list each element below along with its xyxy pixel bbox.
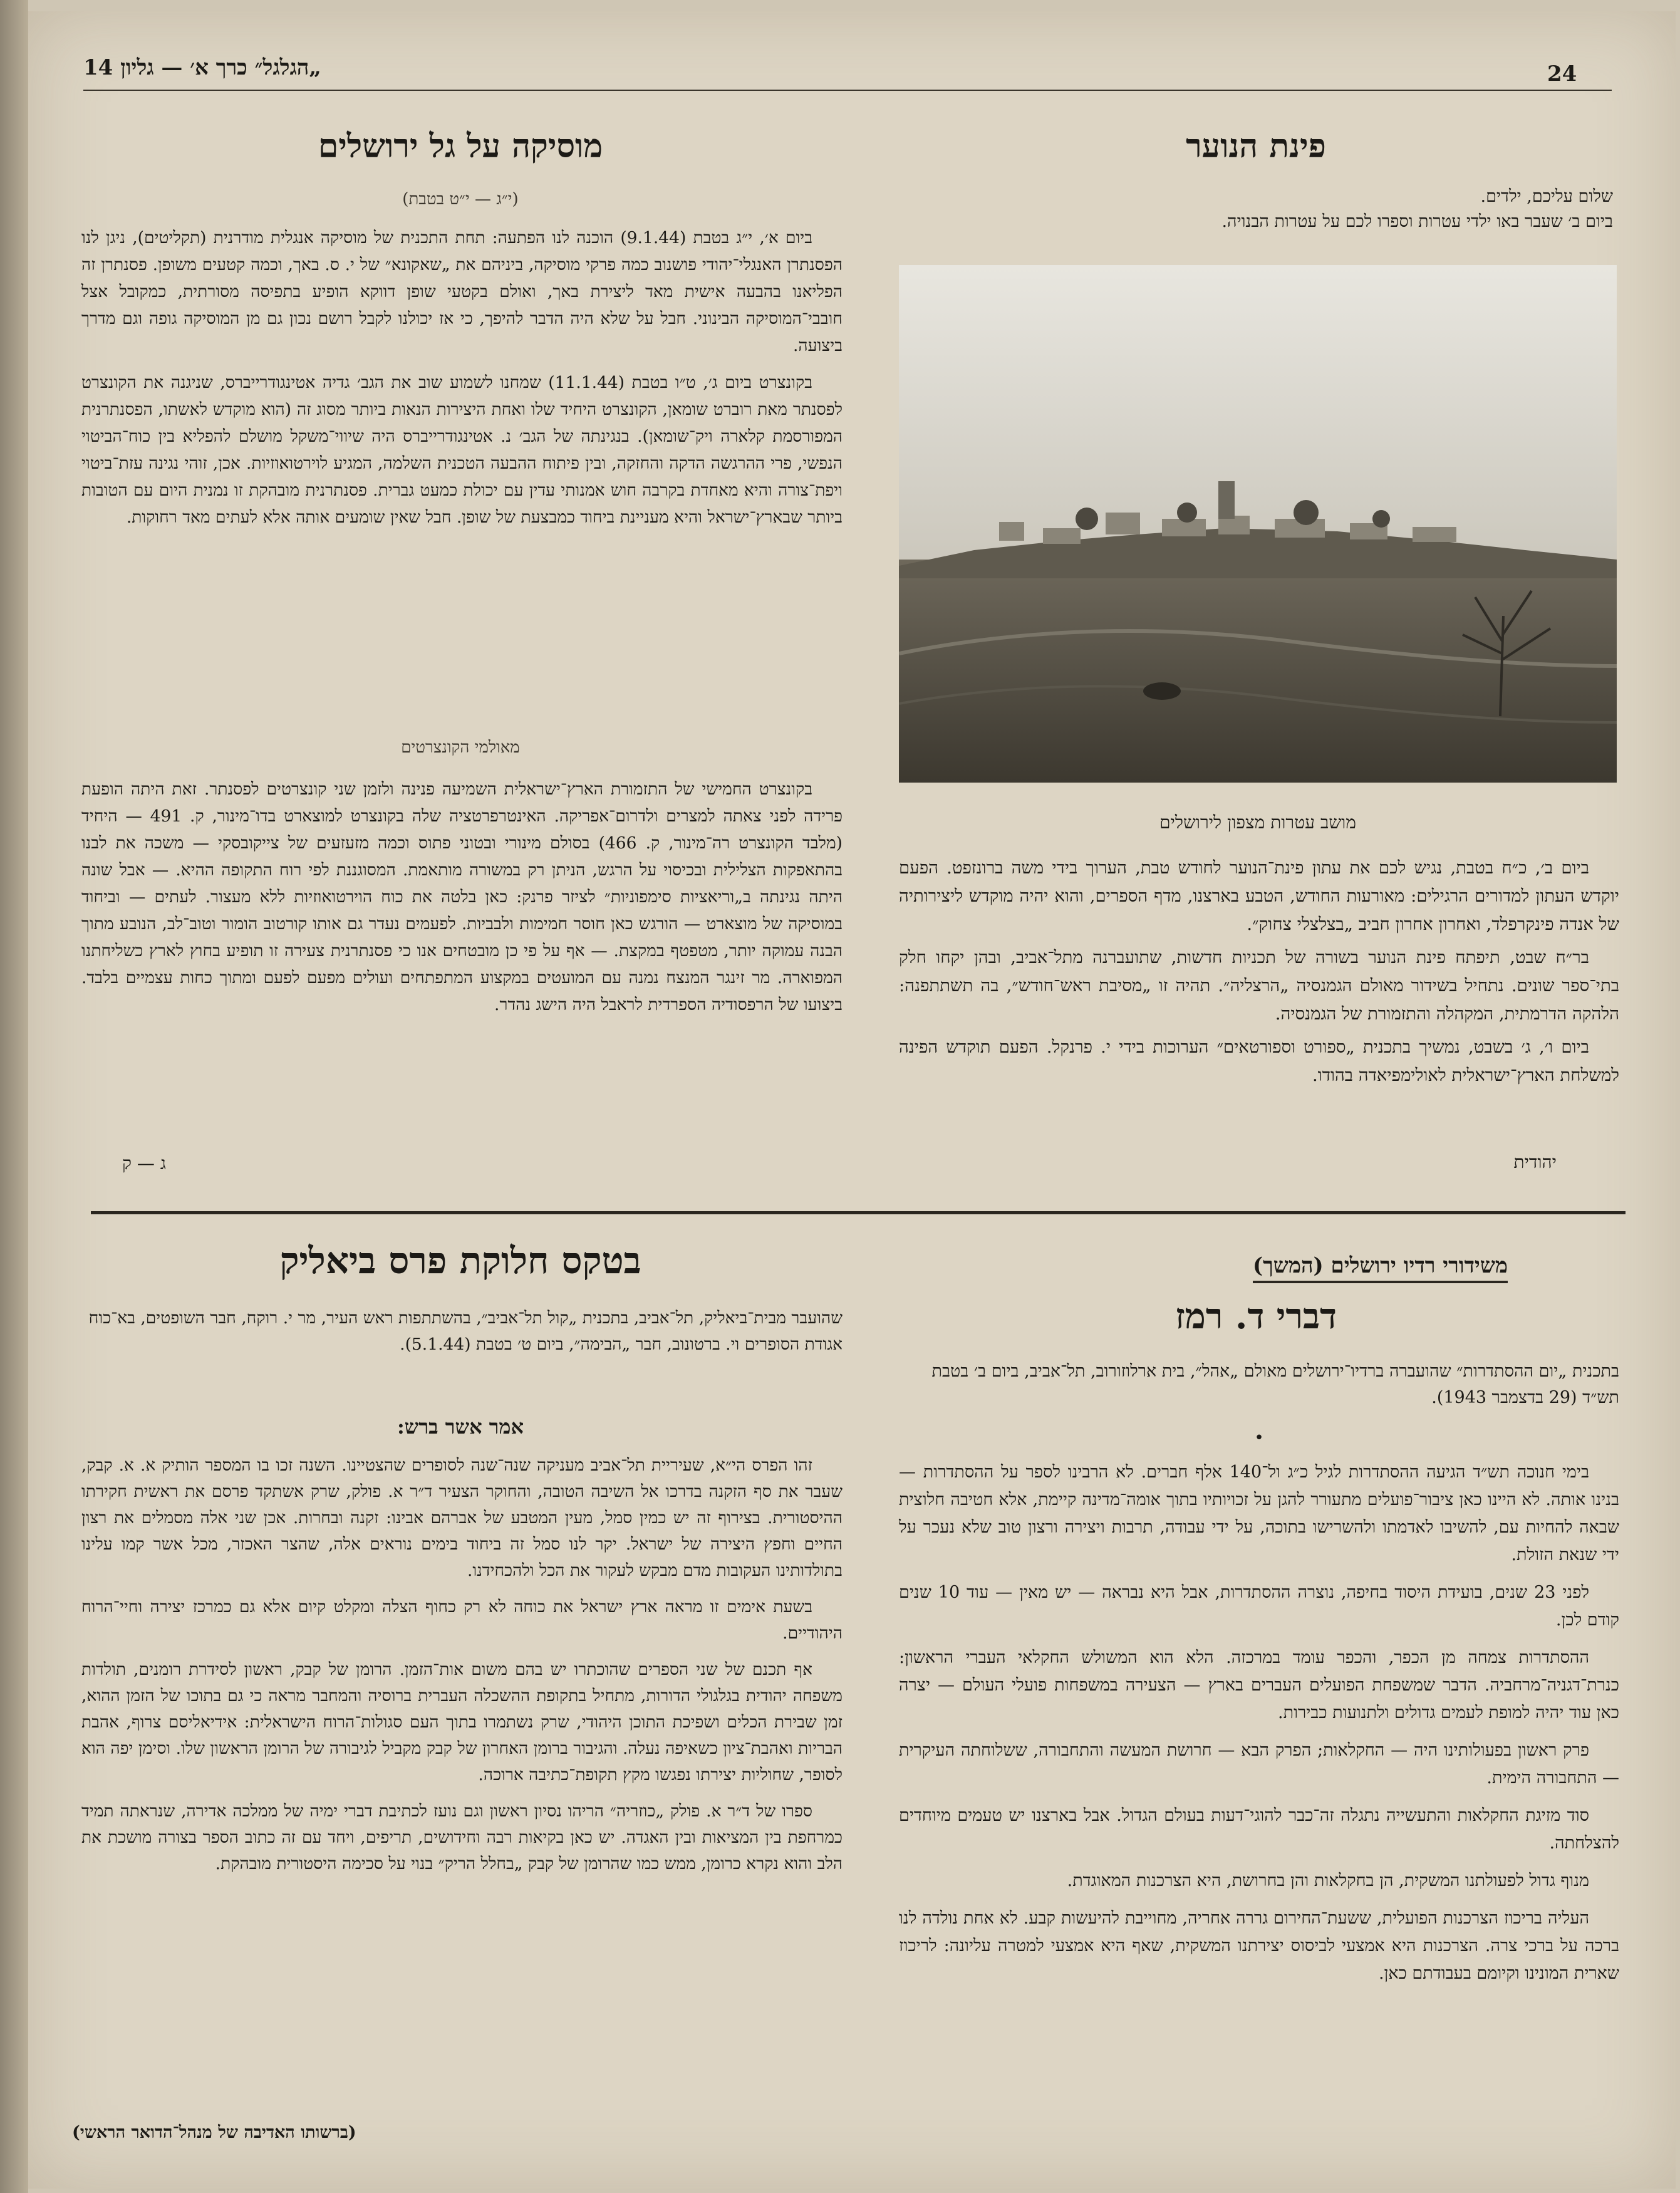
bialik-body — [81, 1452, 843, 1887]
concert-body — [81, 776, 843, 1028]
ramaz-paragraph: בימי חנוכה תש״ד הגיעה ההסתדרות לגיל כ״ג ול־140 אלף חברים. לא הרבינו לספר על ההסתדרות — בנינו אותה. לא היינו כאן ציבור־פועלים מתעורר להגן על זכויותיו בתוך אומה־מדינה קיימת, אלא חטיבה חלוצית שבאה להחיות עם, להשיבו לאדמתו ולהשרישו בתוכה, על ידי עבודה, תרבות ויצירה ורצון טוב שלא נעכר על ידי שנאת הזולת. — [899, 1462, 1619, 1565]
bialik-paragraph: אף תכנם של שני הספרים שהוכתרו יש בהם משום אות־הזמן. הרומן של קבק, ראשון לסידרת רומנים, תולדות משפחה יהודית בגלגולי הדורות, מתחיל בתקופת ההשכלה העברית ברוסיה והמחבר מראה כי גם בתוכו של הזמן ההוא, זמן שבירת הכלים ושפיכת התוכן היהודי, שרק נשתמרו בתוך העם סגולות־הרוח הישראלית: אידיאליסם צרוף, אהבת הבריות ואהבת־ציון כשאיפה נעלה. והגיבור ברומן האחרון של קבק מקביל לגיבורה של הרומן הראשון שלו. וסימן יפה הוא לסופר, שחוליות יצירתו נפגשו מקץ תקופת־כתיבה ארוכה. — [81, 1660, 843, 1784]
music-body — [81, 224, 843, 541]
music-paragraph: בקונצרט ביום ג׳, ט״ו בטבת (11.1.44) שמחנו לשמוע שוב את הגב׳ גדיה אטינגודרייברס, שניגנה את הקונצרט לפסנתר מאת רוברט שומאן, הקונצרט היחיד שלו ואחת היצירות הנאות ביותר מסוג זה (הוא מוקדש לאשתו, הפסנתרנית המפורסמת קלארה ויק־שומאן). בנגינתה של הגב׳ נ. אטינגודרייברס היה שיווי־משקל מושלם להפליא בין כוח־הביטוי הנפשי, פרי ההרגשה הדקה והחזקה, ובין פיתוח ההבעה הטכנית השלמה, המגיע לוירטואוזיות. אכן, זוהי נגינה עזת־ביטוי ויפת־צורה והיא מאחדת בקרבה חוש אמנותי עדין עם יכולת כמעט גברית. פסנתרנית מובהקת זו נמנית היום עם הטובות ביותר שבארץ־ישראל והיא מעניינת ביחוד כמבצעת של שופן. חבל שאין שומעים אותה אלא לעתים מאד רחוקות. — [81, 373, 843, 527]
youth-corner-signature: יהודית — [1513, 1152, 1557, 1172]
section-divider — [91, 1211, 1626, 1214]
ramaz-title: דברי ד. רמז — [1175, 1296, 1337, 1337]
youth-corner-greeting: שלום עליכם, ילדים. — [1480, 187, 1613, 206]
ramaz-separator: • — [1254, 1429, 1264, 1447]
header-rule — [83, 90, 1612, 91]
ramaz-paragraph: פרק ראשון בפעולותינו היה — החקלאות; הפרק הבא — חרושת המעשה והתחבורה, ששלוחתה העיקרית — התחבורה הימית. — [899, 1741, 1619, 1788]
ramaz-paragraph: מנוף גדול לפעולתנו המשקית, הן בחקלאות והן בחרושת, היא הצרכנות המאוגדת. — [1067, 1871, 1589, 1890]
ramaz-paragraph: ההסתדרות צמחה מן הכפר, והכפר עומד במרכזה. הלא הוא המשולש החקלאי העברי הראשון: כנרת־דגניה־מרחביה. הדבר שמשפחת הפועלים העברים בארץ — הצעירה במשפחות פועלי העולם — יצרה כאן עוד יהיה למופת לעמים גדולים ולתנועות כבירות. — [899, 1648, 1619, 1722]
bialik-title: בטקס חלוקת פרס ביאליק — [279, 1239, 641, 1282]
binding-edge — [0, 0, 28, 2193]
radio-section-tag: משידורי רדיו ירושלים (המשך) — [1253, 1253, 1508, 1283]
bialik-credit: (ברשותו האדיבה של מנהל־הדואר הראשי) — [72, 2123, 356, 2142]
concert-paragraph: בקונצרט החמישי של התזמורת הארץ־ישראלית השמיעה פנינה ולזמן שני קונצרטים לפסנתר. זאת היתה הופעת פרידה לפני צאתה למצרים ולדרום־אפריקה. האינטרפרטציה שלה בקונצרט למוצארט בדו־מינור, ק. 491 — היחיד (מלבד הקונצרט רה־מינור, ק. 466) בסולם מינורי ובטוני פתוס וכמה מזעזעים של צייקובסקי — משכה את לבנו בהתאפקות הצלילית ובכיסוי על הרגש, הניתן רק במשורה מותאמת. המסוגננת לפי רוח התקופה ההיא. — אבל שונה היתה נגינתה ב„וריאציות סימפוניות״ לציזר פרנק: כאן בלטה את כוח הוירטואוזיות ללא מעצור. לעתים — וביחוד במוסיקה של מוצארט — הורגש כאן חוסר חמימות ולבביות. לפעמים נעדר גם אותו קורטוב הומור וטוב־לב, הנובע מתוך הבנה עמוקה יותר, מטפטף במקצת. — אף על פי כן מובטחים אנו כי פסנתרנית צעירה זו תופיע בחוץ לארץ כשליחתנו המפוארה. מר זינגר המנצח נמנה עם המועטים במקצוע המתפתחים ועולים מפעם לפעם ומתוך כחות עצמיים בלבד. ביצועו של הרפסודיה הספרדית לראבל היה הישג נהדר. — [81, 779, 843, 1014]
ramaz-intro: בתכנית „יום ההסתדרות״ שהועברה ברדיו־ירושלים מאולם „אהל״, בית ארלוזורוב, תל־אביב, ביום ב׳ בטבת תש״ד (29 בדצמבר 1943). — [931, 1362, 1619, 1407]
youth-corner-body — [899, 854, 1619, 1095]
youth-corner-paragraph: ביום ו׳, ג׳ בשבט, נמשיך בתכנית „ספורט וספורטאים״ הערוכות בידי י. פרנקל. הפעם תוקדש הפינה למשלחת הארץ־ישראלית לאולימפיאדה בהודו. — [899, 1037, 1619, 1085]
music-subhead: מאולמי הקונצרטים — [401, 738, 520, 757]
running-title: „הגלגל״ כרך א׳ — גליון 14 — [83, 55, 321, 80]
music-dates: (י״ג — י״ט בטבת) — [402, 190, 519, 209]
atarot-photo — [899, 265, 1617, 783]
youth-corner-intro: ביום ב׳ שעבר באו ילדי עטרות וספרו לכם על עטרות הבנויה. — [1221, 212, 1613, 231]
music-paragraph: ביום א׳, י״ג בטבת (9.1.44) הוכנה לנו הפתעה: תחת התכנית של מוסיקה אנגלית מודרנית (תקליטים), ניגן לנו הפסנתרן האנגלי־יהודי פושנוב כמה פרקי מוסיקה, ביניהם את „שאקונא״ של י. ס. באך, וכמה קטעים משופן. פסנתרן זה הפליאנו בהבעה אישית מאד ליצירת באך, ואולם בקטעי שופן דווקא הופיע בתפיסה מסורתית, כמקובל אצל חובבי־המוסיקה הבינוני. חבל על שלא היה הדבר להיפך, כי אז יכולנו לקבל רושם נכון גם מן המוסיקה גופה וגם מדרך ביצועה. — [81, 228, 843, 355]
youth-corner-paragraph: ביום ב׳, כ״ח בטבת, נגיש לכם את עתון פינת־הנוער לחודש טבת, הערוך בידי משה ברונזפט. הפעם יוקדש העתון למדורים הרגילים: מאורעות החודש, הטבע בארצנו, מדף הספרים, והוא יהיה מוקדש ליצירותיה של אנדה פינקרפלד, ואחרון אחרון חביב „בצלצלי צחוק״. — [899, 858, 1619, 934]
music-title: מוסיקה על גל ירושלים — [318, 127, 603, 165]
ramaz-paragraph: סוד מזיגת החקלאות והתעשייה נתגלה זה־כבר להוגי־דעות בעולם הגדול. אבל בארצנו יש טעמים מיוחדים להצלחתה. — [899, 1806, 1619, 1853]
ramaz-body — [899, 1459, 1619, 1998]
ramaz-paragraph: לפני 23 שנים, בועידת היסוד בחיפה, נוצרה ההסתדרות, אבל היא נבראה — יש מאין — עוד 10 שנים קודם לכן. — [899, 1583, 1619, 1630]
youth-corner-paragraph: בר״ח שבט, תיפתח פינת הנוער בשורה של תכניות חדשות, שתועברנה מתל־אביב, ובהן יקחו חלק בתי־ספר שונים. נתחיל בשידור מאולם הגמנסיה „הרצליה״. תהיה זו „מסיבת ראש־חודש״, בה תשתתפנה: הלהקה הדרמתית, המקהלה והתזמורת של הגמנסיה. — [899, 947, 1619, 1024]
photo-caption: מושב עטרות מצפון לירושלים — [1159, 812, 1356, 833]
page-number: 24 — [1547, 61, 1577, 86]
bialik-paragraph: זהו הפרס הי״א, שעיריית תל־אביב מעניקה שנה־שנה לסופרים שהצטיינו. השנה זכו בו המספר הותיק א. א. קבק, שעבר את סף הזקנה בדרכו אל השיבה הטובה, והחוקר הצעיר ד״ר א. פולק, שרק אשתקד פרסם את ראשית חקירתו ההיסטורית. בצירוף זה יש כמין סמל, מעין המטבע של אברהם אבינו: זקנה ובחרות. אכן שני אלה מסמלים את רצון החיים וחפץ היצירה של ישראל. יקר לנו סמל זה ביחוד בימים נוראים אלה, שהצר האכזר, מכל אשר קמו עלינו בתולדותינו העקובות מדם מבקש לעקור את הכל ולהכחידנו. — [81, 1456, 843, 1580]
bialik-speaker: אמר אשר ברש: — [397, 1415, 524, 1439]
music-signature: ג — ק — [122, 1153, 167, 1174]
bialik-intro: שהועבר מבית־ביאליק, תל־אביב, בתכנית „קול תל־אביב״, בהשתתפות ראש העיר, מר י. רוקח, חבר השופטים, בא־כוח אגודת הסופרים וי. ברטונוב, חבר „הבימה״, ביום ט׳ בטבת (5.1.44). — [88, 1308, 843, 1354]
bialik-paragraph: בשעת אימים זו מראה ארץ ישראל את כוחה לא רק כחוף הצלה ומקלט קיום אלא גם כמרכז יצירה וחיי־הרוח היהודיים. — [81, 1597, 843, 1643]
newspaper-page — [28, 11, 1676, 2189]
ramaz-paragraph: העליה בריכוז הצרכנות הפועלית, ששעת־החירום גררה אחריה, מחוייבת להיעשות קבע. לא אחת נולדה לנו ברכה על ברכי צרה. הצרכנות היא אמצעי לביסוס יצירתנו המשקית, שאף היא אמצעי למטרה עליונה: לריכוז שארית המונינו וקיומם בעבודתם כאן. — [899, 1909, 1619, 1983]
landscape-photo-image — [899, 265, 1617, 783]
youth-corner-title: פינת הנוער — [1186, 127, 1326, 165]
bialik-paragraph: ספרו של ד״ר א. פולק „כוזריה״ הריהו נסיון ראשון וגם נועז לכתיבת דברי ימיה של ממלכה אדירה, שנראתה תמיד כמרחפת בין המציאות ובין האגדה. יש כאן בקיאות רבה וחידושים, תריפים, ויחד עם זה כתוב הספר בצורה מושכת את הלב והוא נקרא כרומן, ממש כמו שהרומן של קבק „בחלל הריק״ בנוי על סכימה היסטורית מובהקת. — [81, 1801, 843, 1873]
